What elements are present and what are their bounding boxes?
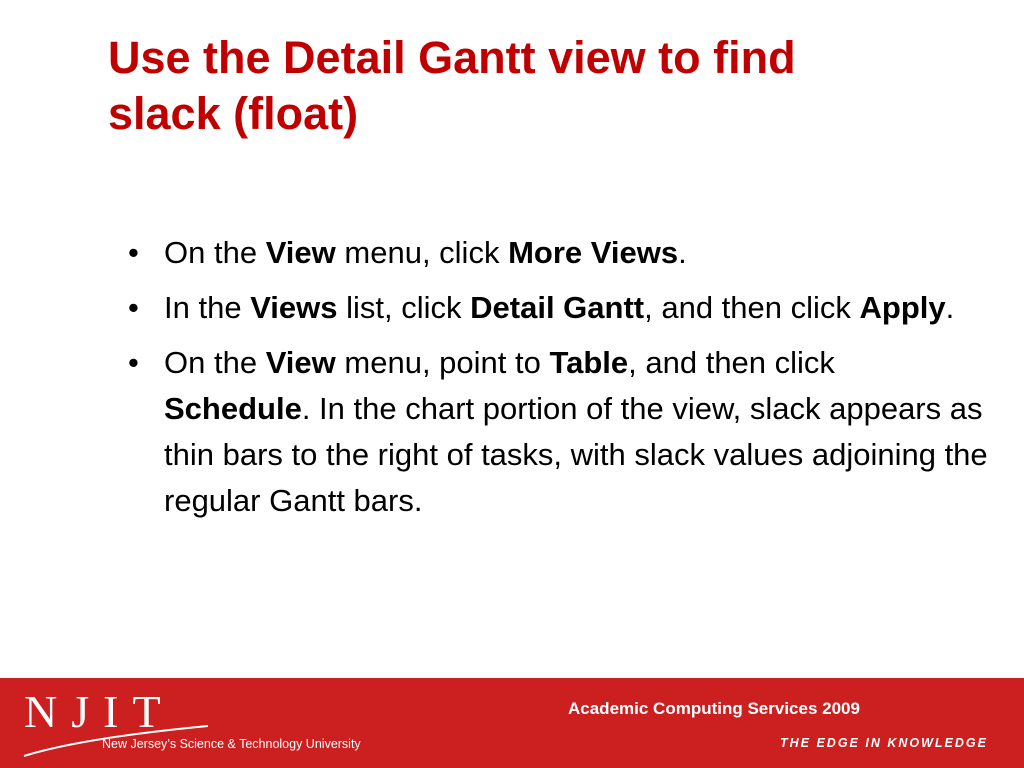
bullet-item (128, 285, 988, 331)
bullet-text: menu, click (335, 235, 509, 270)
footer-motto: THE EDGE IN KNOWLEDGE (780, 736, 988, 750)
bullet-item (128, 230, 988, 276)
bullet-bold-text: View (265, 235, 336, 270)
bullet-dot: • (128, 290, 139, 325)
njit-logo: NJIT (24, 686, 175, 737)
bullet-bold-text: Schedule (164, 391, 302, 426)
bullet-bold-text: Apply (859, 290, 946, 325)
bullet-text: , and then click (628, 345, 835, 380)
bullet-text: . (945, 290, 955, 325)
bullet-text: On the (164, 235, 266, 270)
slide-title-line-2: slack (float) (108, 88, 359, 139)
footer-bar (0, 678, 1024, 768)
bullet-text: list, click (337, 290, 471, 325)
bullet-list (128, 230, 988, 533)
bullet-text: , and then click (644, 290, 860, 325)
bullet-item (128, 340, 988, 524)
bullet-bold-text: More Views (508, 235, 679, 270)
bullet-text: In the (164, 290, 251, 325)
slide-title-line-1: Use the Detail Gantt view to find (108, 32, 796, 83)
bullet-dot: • (128, 235, 139, 270)
bullet-bold-text: Views (250, 290, 338, 325)
bullet-text: menu, point to (335, 345, 550, 380)
bullet-text: . In the chart portion of the view, slack appears as thin bars to the right of tasks, with slack values adjoining the regular Gantt bars. (164, 391, 988, 518)
bullet-text: On the (164, 345, 266, 380)
bullet-bold-text: Table (549, 345, 629, 380)
bullet-bold-text: View (265, 345, 336, 380)
footer-credit: Academic Computing Services 2009 (568, 699, 860, 718)
bullet-bold-text: Detail Gantt (470, 290, 645, 325)
bullet-text: . (678, 235, 687, 270)
university-tagline: New Jersey’s Science & Technology University (102, 737, 361, 751)
slide-title (108, 30, 988, 142)
bullet-dot: • (128, 345, 139, 380)
